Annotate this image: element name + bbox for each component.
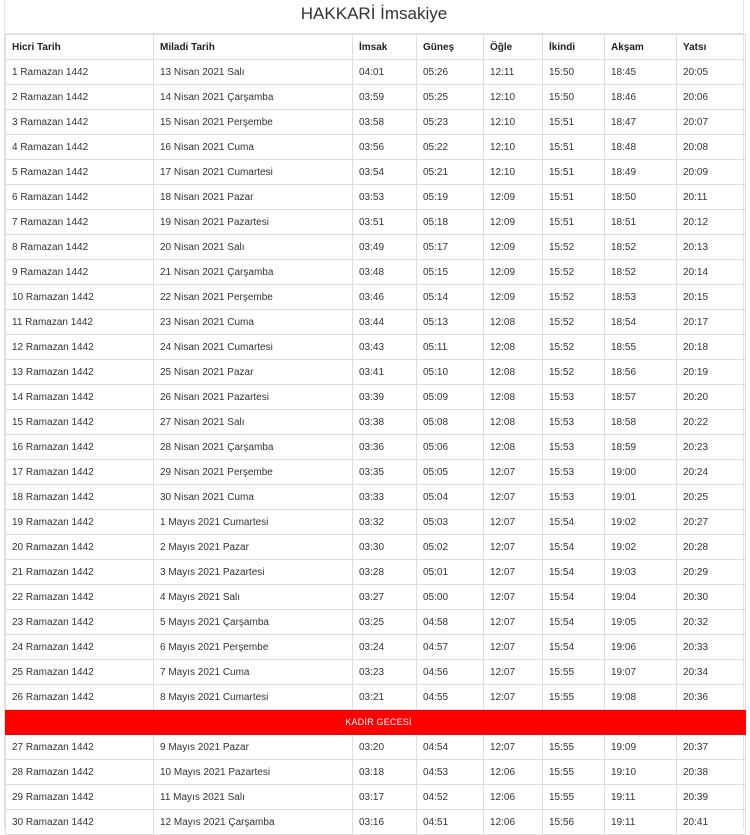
cell-aksam: 18:47 [605,110,677,135]
cell-miladi-tarih: 5 Mayıs 2021 Çarşamba [154,610,353,635]
cell-imsak: 03:30 [353,535,417,560]
cell-imsak: 03:49 [353,235,417,260]
table-row [6,85,746,110]
cell-ikindi: 15:55 [543,785,605,810]
cell-yatsi: 20:30 [677,585,746,610]
table-row [6,385,746,410]
table-row [6,660,746,685]
table-row [6,460,746,485]
cell-miladi-tarih: 23 Nisan 2021 Cuma [154,310,353,335]
cell-gunes: 05:13 [417,310,484,335]
cell-ogle: 12:09 [484,210,543,235]
cell-aksam: 19:01 [605,485,677,510]
kadir-gecesi-row [6,710,746,735]
table-row [6,535,746,560]
cell-aksam: 19:07 [605,660,677,685]
prayer-times-table [5,34,746,835]
cell-yatsi: 20:05 [677,60,746,85]
cell-hicri-tarih: 12 Ramazan 1442 [6,335,154,360]
table-row [6,510,746,535]
cell-gunes: 05:23 [417,110,484,135]
cell-gunes: 05:05 [417,460,484,485]
cell-miladi-tarih: 30 Nisan 2021 Cuma [154,485,353,510]
table-row [6,60,746,85]
cell-hicri-tarih: 28 Ramazan 1442 [6,760,154,785]
cell-yatsi: 20:22 [677,410,746,435]
cell-aksam: 18:59 [605,435,677,460]
cell-gunes: 04:52 [417,785,484,810]
cell-aksam: 18:49 [605,160,677,185]
cell-aksam: 18:57 [605,385,677,410]
cell-imsak: 03:25 [353,610,417,635]
cell-hicri-tarih: 10 Ramazan 1442 [6,285,154,310]
table-row [6,410,746,435]
cell-ogle: 12:10 [484,160,543,185]
cell-miladi-tarih: 29 Nisan 2021 Perşembe [154,460,353,485]
cell-miladi-tarih: 18 Nisan 2021 Pazar [154,185,353,210]
table-row [6,560,746,585]
cell-miladi-tarih: 14 Nisan 2021 Çarşamba [154,85,353,110]
cell-miladi-tarih: 4 Mayıs 2021 Salı [154,585,353,610]
cell-hicri-tarih: 1 Ramazan 1442 [6,60,154,85]
cell-miladi-tarih: 19 Nisan 2021 Pazartesi [154,210,353,235]
cell-imsak: 03:32 [353,510,417,535]
cell-aksam: 18:56 [605,360,677,385]
cell-gunes: 04:58 [417,610,484,635]
cell-miladi-tarih: 20 Nisan 2021 Salı [154,235,353,260]
cell-aksam: 18:53 [605,285,677,310]
cell-aksam: 19:09 [605,735,677,760]
cell-ogle: 12:07 [484,660,543,685]
cell-imsak: 03:21 [353,685,417,710]
cell-miladi-tarih: 1 Mayıs 2021 Cumartesi [154,510,353,535]
cell-hicri-tarih: 14 Ramazan 1442 [6,385,154,410]
cell-ikindi: 15:54 [543,560,605,585]
cell-aksam: 19:05 [605,610,677,635]
cell-miladi-tarih: 28 Nisan 2021 Çarşamba [154,435,353,460]
cell-ikindi: 15:53 [543,460,605,485]
cell-imsak: 03:59 [353,85,417,110]
cell-imsak: 03:58 [353,110,417,135]
header-hicri-tarih: Hicri Tarih [6,35,154,60]
cell-aksam: 19:11 [605,785,677,810]
cell-ogle: 12:08 [484,385,543,410]
cell-yatsi: 20:27 [677,510,746,535]
cell-imsak: 04:01 [353,60,417,85]
cell-miladi-tarih: 9 Mayıs 2021 Pazar [154,735,353,760]
cell-ogle: 12:07 [484,635,543,660]
cell-ogle: 12:08 [484,410,543,435]
cell-yatsi: 20:19 [677,360,746,385]
cell-ikindi: 15:53 [543,485,605,510]
cell-ikindi: 15:51 [543,210,605,235]
imsakiye-panel [4,0,744,829]
cell-ogle: 12:11 [484,60,543,85]
cell-aksam: 18:48 [605,135,677,160]
cell-ikindi: 15:54 [543,585,605,610]
table-row [6,485,746,510]
table-row [6,810,746,835]
cell-aksam: 18:54 [605,310,677,335]
cell-miladi-tarih: 10 Mayıs 2021 Pazartesi [154,760,353,785]
cell-yatsi: 20:11 [677,185,746,210]
cell-gunes: 05:06 [417,435,484,460]
cell-yatsi: 20:13 [677,235,746,260]
cell-gunes: 05:26 [417,60,484,85]
cell-ikindi: 15:51 [543,110,605,135]
cell-gunes: 04:54 [417,735,484,760]
cell-gunes: 05:03 [417,510,484,535]
cell-imsak: 03:36 [353,435,417,460]
cell-gunes: 05:14 [417,285,484,310]
cell-ogle: 12:06 [484,785,543,810]
cell-aksam: 18:52 [605,235,677,260]
cell-gunes: 05:17 [417,235,484,260]
cell-yatsi: 20:25 [677,485,746,510]
cell-ikindi: 15:56 [543,810,605,835]
cell-yatsi: 20:17 [677,310,746,335]
cell-ogle: 12:08 [484,335,543,360]
cell-ogle: 12:09 [484,260,543,285]
cell-hicri-tarih: 25 Ramazan 1442 [6,660,154,685]
cell-yatsi: 20:32 [677,610,746,635]
cell-miladi-tarih: 26 Nisan 2021 Pazartesi [154,385,353,410]
cell-ikindi: 15:52 [543,260,605,285]
table-row [6,235,746,260]
cell-hicri-tarih: 21 Ramazan 1442 [6,560,154,585]
cell-imsak: 03:51 [353,210,417,235]
cell-ogle: 12:07 [484,560,543,585]
cell-ogle: 12:07 [484,610,543,635]
table-row [6,685,746,710]
cell-hicri-tarih: 16 Ramazan 1442 [6,435,154,460]
cell-hicri-tarih: 7 Ramazan 1442 [6,210,154,235]
cell-yatsi: 20:08 [677,135,746,160]
cell-miladi-tarih: 15 Nisan 2021 Perşembe [154,110,353,135]
cell-imsak: 03:23 [353,660,417,685]
cell-ikindi: 15:54 [543,635,605,660]
cell-yatsi: 20:15 [677,285,746,310]
cell-aksam: 19:06 [605,635,677,660]
page-title: HAKKARİ İmsakiye [5,0,743,34]
cell-imsak: 03:16 [353,810,417,835]
cell-gunes: 04:56 [417,660,484,685]
cell-yatsi: 20:07 [677,110,746,135]
cell-ikindi: 15:51 [543,160,605,185]
cell-ogle: 12:07 [484,685,543,710]
header-aksam: Akşam [605,35,677,60]
cell-ogle: 12:08 [484,435,543,460]
cell-yatsi: 20:41 [677,810,746,835]
cell-hicri-tarih: 17 Ramazan 1442 [6,460,154,485]
cell-hicri-tarih: 4 Ramazan 1442 [6,135,154,160]
cell-yatsi: 20:39 [677,785,746,810]
cell-ogle: 12:07 [484,460,543,485]
cell-aksam: 19:04 [605,585,677,610]
cell-imsak: 03:38 [353,410,417,435]
cell-imsak: 03:39 [353,385,417,410]
cell-aksam: 19:00 [605,460,677,485]
cell-ikindi: 15:52 [543,335,605,360]
header-yatsi: Yatsı [677,35,746,60]
table-body-before [6,60,746,710]
table-row [6,160,746,185]
cell-miladi-tarih: 17 Nisan 2021 Cumartesi [154,160,353,185]
cell-gunes: 04:51 [417,810,484,835]
cell-miladi-tarih: 2 Mayıs 2021 Pazar [154,535,353,560]
cell-ikindi: 15:53 [543,385,605,410]
table-header-row [6,35,746,60]
cell-ikindi: 15:52 [543,310,605,335]
cell-ikindi: 15:52 [543,285,605,310]
cell-hicri-tarih: 23 Ramazan 1442 [6,610,154,635]
header-imsak: İmsak [353,35,417,60]
cell-imsak: 03:17 [353,785,417,810]
cell-yatsi: 20:34 [677,660,746,685]
cell-ogle: 12:10 [484,85,543,110]
cell-hicri-tarih: 22 Ramazan 1442 [6,585,154,610]
cell-gunes: 05:00 [417,585,484,610]
cell-hicri-tarih: 27 Ramazan 1442 [6,735,154,760]
cell-miladi-tarih: 11 Mayıs 2021 Salı [154,785,353,810]
cell-aksam: 19:02 [605,510,677,535]
table-row [6,610,746,635]
header-ogle: Öğle [484,35,543,60]
cell-imsak: 03:20 [353,735,417,760]
cell-hicri-tarih: 6 Ramazan 1442 [6,185,154,210]
cell-imsak: 03:44 [353,310,417,335]
table-row [6,635,746,660]
cell-imsak: 03:24 [353,635,417,660]
table-body-after [6,735,746,835]
cell-imsak: 03:33 [353,485,417,510]
cell-hicri-tarih: 2 Ramazan 1442 [6,85,154,110]
cell-ogle: 12:07 [484,585,543,610]
cell-gunes: 05:11 [417,335,484,360]
cell-imsak: 03:53 [353,185,417,210]
cell-ikindi: 15:53 [543,435,605,460]
header-miladi-tarih: Miladi Tarih [154,35,353,60]
header-ikindi: İkindi [543,35,605,60]
cell-gunes: 05:18 [417,210,484,235]
cell-ogle: 12:10 [484,110,543,135]
cell-ogle: 12:09 [484,185,543,210]
cell-miladi-tarih: 22 Nisan 2021 Perşembe [154,285,353,310]
cell-hicri-tarih: 3 Ramazan 1442 [6,110,154,135]
table-row [6,435,746,460]
cell-imsak: 03:56 [353,135,417,160]
cell-gunes: 05:01 [417,560,484,585]
cell-hicri-tarih: 19 Ramazan 1442 [6,510,154,535]
cell-gunes: 05:25 [417,85,484,110]
cell-miladi-tarih: 7 Mayıs 2021 Cuma [154,660,353,685]
cell-yatsi: 20:37 [677,735,746,760]
kadir-gecesi-label: KADİR GECESİ [6,710,746,735]
cell-aksam: 18:45 [605,60,677,85]
cell-gunes: 05:10 [417,360,484,385]
cell-aksam: 19:11 [605,810,677,835]
table-row [6,210,746,235]
cell-ikindi: 15:55 [543,660,605,685]
cell-ogle: 12:07 [484,510,543,535]
cell-aksam: 19:08 [605,685,677,710]
cell-gunes: 04:57 [417,635,484,660]
cell-miladi-tarih: 16 Nisan 2021 Cuma [154,135,353,160]
cell-aksam: 18:46 [605,85,677,110]
cell-aksam: 18:58 [605,410,677,435]
cell-ogle: 12:08 [484,360,543,385]
table-row [6,135,746,160]
cell-aksam: 18:51 [605,210,677,235]
cell-ogle: 12:09 [484,235,543,260]
cell-hicri-tarih: 24 Ramazan 1442 [6,635,154,660]
cell-yatsi: 20:28 [677,535,746,560]
cell-ogle: 12:06 [484,810,543,835]
cell-miladi-tarih: 3 Mayıs 2021 Pazartesi [154,560,353,585]
cell-miladi-tarih: 21 Nisan 2021 Çarşamba [154,260,353,285]
cell-yatsi: 20:20 [677,385,746,410]
cell-ogle: 12:06 [484,760,543,785]
cell-hicri-tarih: 8 Ramazan 1442 [6,235,154,260]
cell-gunes: 05:02 [417,535,484,560]
cell-gunes: 05:08 [417,410,484,435]
cell-hicri-tarih: 15 Ramazan 1442 [6,410,154,435]
cell-yatsi: 20:12 [677,210,746,235]
cell-gunes: 05:22 [417,135,484,160]
cell-aksam: 19:10 [605,760,677,785]
cell-ikindi: 15:54 [543,535,605,560]
cell-yatsi: 20:29 [677,560,746,585]
cell-aksam: 18:50 [605,185,677,210]
cell-yatsi: 20:24 [677,460,746,485]
cell-aksam: 19:03 [605,560,677,585]
table-row [6,335,746,360]
table-row [6,185,746,210]
cell-miladi-tarih: 8 Mayıs 2021 Cumartesi [154,685,353,710]
cell-gunes: 04:53 [417,760,484,785]
cell-ikindi: 15:54 [543,610,605,635]
table-row [6,310,746,335]
cell-yatsi: 20:14 [677,260,746,285]
cell-ikindi: 15:55 [543,760,605,785]
cell-ikindi: 15:55 [543,735,605,760]
cell-yatsi: 20:23 [677,435,746,460]
table-row [6,585,746,610]
cell-imsak: 03:46 [353,285,417,310]
cell-gunes: 05:21 [417,160,484,185]
cell-yatsi: 20:18 [677,335,746,360]
cell-ikindi: 15:50 [543,60,605,85]
cell-gunes: 05:19 [417,185,484,210]
table-row [6,360,746,385]
cell-miladi-tarih: 27 Nisan 2021 Salı [154,410,353,435]
cell-yatsi: 20:36 [677,685,746,710]
cell-ikindi: 15:55 [543,685,605,710]
table-row [6,260,746,285]
cell-imsak: 03:48 [353,260,417,285]
cell-miladi-tarih: 12 Mayıs 2021 Çarşamba [154,810,353,835]
cell-hicri-tarih: 13 Ramazan 1442 [6,360,154,385]
header-gunes: Güneş [417,35,484,60]
cell-imsak: 03:28 [353,560,417,585]
cell-gunes: 05:15 [417,260,484,285]
cell-hicri-tarih: 20 Ramazan 1442 [6,535,154,560]
cell-ogle: 12:08 [484,310,543,335]
cell-ogle: 12:09 [484,285,543,310]
cell-ogle: 12:10 [484,135,543,160]
cell-aksam: 18:52 [605,260,677,285]
cell-yatsi: 20:33 [677,635,746,660]
table-row [6,760,746,785]
cell-ikindi: 15:51 [543,135,605,160]
cell-ikindi: 15:54 [543,510,605,535]
cell-imsak: 03:18 [353,760,417,785]
cell-ikindi: 15:50 [543,85,605,110]
cell-yatsi: 20:38 [677,760,746,785]
cell-miladi-tarih: 25 Nisan 2021 Pazar [154,360,353,385]
cell-aksam: 18:55 [605,335,677,360]
cell-ikindi: 15:52 [543,360,605,385]
cell-imsak: 03:41 [353,360,417,385]
cell-ikindi: 15:52 [543,235,605,260]
cell-ogle: 12:07 [484,485,543,510]
cell-gunes: 05:04 [417,485,484,510]
kadir-gecesi-section [6,710,746,735]
cell-hicri-tarih: 9 Ramazan 1442 [6,260,154,285]
cell-imsak: 03:54 [353,160,417,185]
cell-gunes: 05:09 [417,385,484,410]
cell-aksam: 19:02 [605,535,677,560]
cell-miladi-tarih: 13 Nisan 2021 Salı [154,60,353,85]
cell-hicri-tarih: 30 Ramazan 1442 [6,810,154,835]
cell-ogle: 12:07 [484,735,543,760]
table-row [6,285,746,310]
cell-miladi-tarih: 24 Nisan 2021 Cumartesi [154,335,353,360]
cell-hicri-tarih: 26 Ramazan 1442 [6,685,154,710]
table-row [6,785,746,810]
cell-gunes: 04:55 [417,685,484,710]
cell-imsak: 03:35 [353,460,417,485]
cell-ogle: 12:07 [484,535,543,560]
cell-miladi-tarih: 6 Mayıs 2021 Perşembe [154,635,353,660]
cell-ikindi: 15:53 [543,410,605,435]
cell-hicri-tarih: 5 Ramazan 1442 [6,160,154,185]
cell-imsak: 03:43 [353,335,417,360]
cell-hicri-tarih: 29 Ramazan 1442 [6,785,154,810]
table-row [6,735,746,760]
cell-hicri-tarih: 18 Ramazan 1442 [6,485,154,510]
cell-imsak: 03:27 [353,585,417,610]
cell-hicri-tarih: 11 Ramazan 1442 [6,310,154,335]
cell-yatsi: 20:06 [677,85,746,110]
cell-yatsi: 20:09 [677,160,746,185]
cell-ikindi: 15:51 [543,185,605,210]
table-row [6,110,746,135]
